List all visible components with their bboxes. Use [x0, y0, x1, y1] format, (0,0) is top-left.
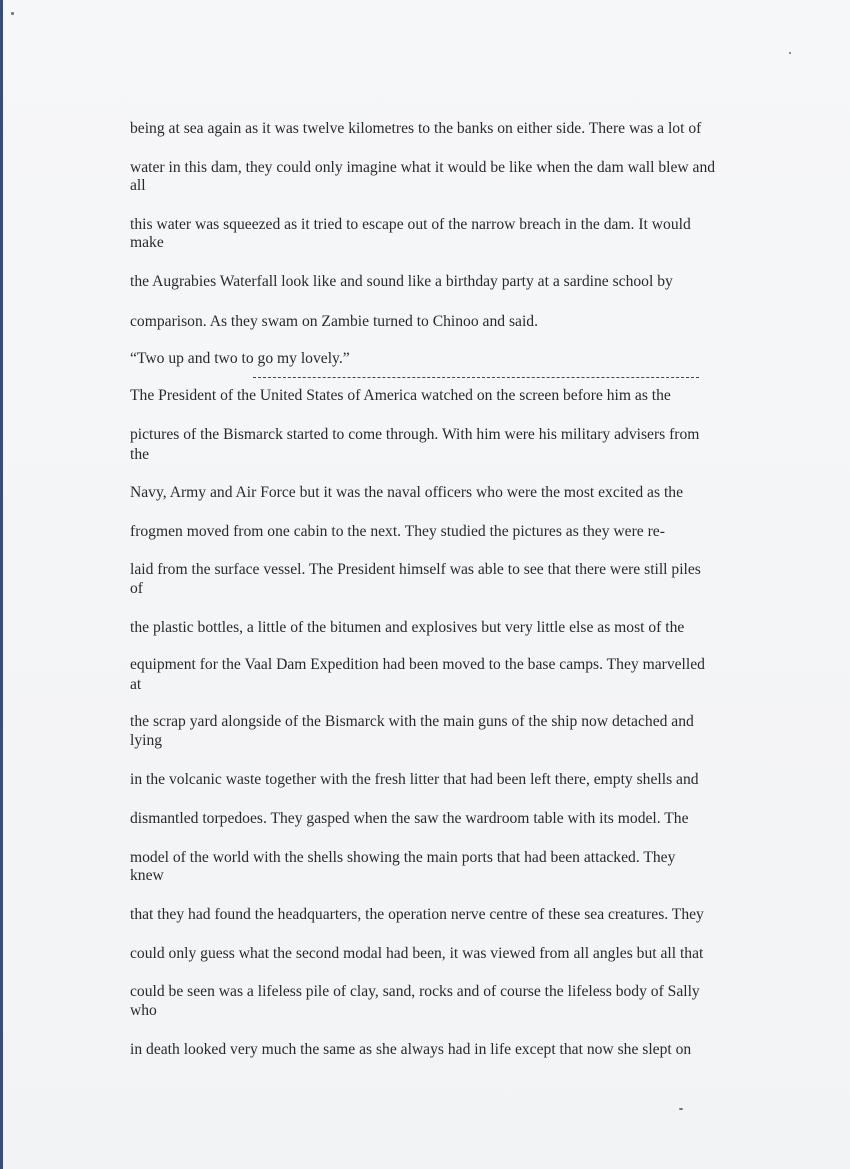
text-line: that they had found the headquarters, the operation nerve centre of these sea creatures. They — [130, 906, 704, 923]
text-line: all — [130, 177, 146, 194]
text-line: knew — [130, 867, 164, 884]
text-line: of — [130, 580, 143, 597]
text-line: equipment for the Vaal Dam Expedition had been moved to the base camps. They marvelled — [130, 656, 705, 673]
text-line: in the volcanic waste together with the fresh litter that had been left there, empty shells and — [130, 771, 699, 788]
text-line: frogmen moved from one cabin to the next. They studied the pictures as they were re- — [130, 523, 665, 540]
text-line: could be seen was a lifeless pile of clay, sand, rocks and of course the lifeless body of Sally — [130, 983, 700, 1000]
scan-speck — [789, 52, 791, 54]
scan-edge — [0, 0, 3, 1169]
text-line: the — [130, 446, 150, 463]
text-line: laid from the surface vessel. The President himself was able to see that there were still piles — [130, 561, 701, 578]
text-line: make — [130, 234, 164, 251]
text-line: comparison. As they swam on Zambie turned to Chinoo and said. — [130, 313, 538, 330]
text-line: lying — [130, 732, 163, 749]
text-line: The President of the United States of America watched on the screen before him as the — [130, 387, 671, 404]
text-line: this water was squeezed as it tried to escape out of the narrow breach in the dam. It would — [130, 216, 691, 233]
text-line: water in this dam, they could only imagine what it would be like when the dam wall blew and — [130, 159, 716, 176]
text-line: dismantled torpedoes. They gasped when the saw the wardroom table with its model. The — [130, 810, 689, 827]
text-line: who — [130, 1002, 157, 1019]
text-line: at — [130, 676, 142, 693]
text-line: pictures of the Bismarck started to come through. With him were his military advisers from — [130, 426, 700, 443]
text-line: model of the world with the shells showing the main ports that had been attacked. They — [130, 849, 676, 866]
text-line: the Augrabies Waterfall look like and sound like a birthday party at a sardine school by — [130, 273, 673, 290]
text-line: Navy, Army and Air Force but it was the naval officers who were the most excited as the — [130, 484, 683, 501]
text-line: “Two up and two to go my lovely.” — [130, 350, 350, 367]
scan-speck — [679, 1108, 683, 1110]
text-line: being at sea again as it was twelve kilometres to the banks on either side. There was a lot of — [130, 120, 702, 137]
scan-speck — [11, 12, 14, 15]
text-line: the scrap yard alongside of the Bismarck with the main guns of the ship now detached and — [130, 713, 694, 730]
section-divider — [253, 377, 699, 378]
text-line: in death looked very much the same as she always had in life except that now she slept on — [130, 1041, 692, 1058]
text-line: the plastic bottles, a little of the bitumen and explosives but very little else as most of the — [130, 619, 685, 636]
text-line: could only guess what the second modal had been, it was viewed from all angles but all that — [130, 945, 704, 962]
